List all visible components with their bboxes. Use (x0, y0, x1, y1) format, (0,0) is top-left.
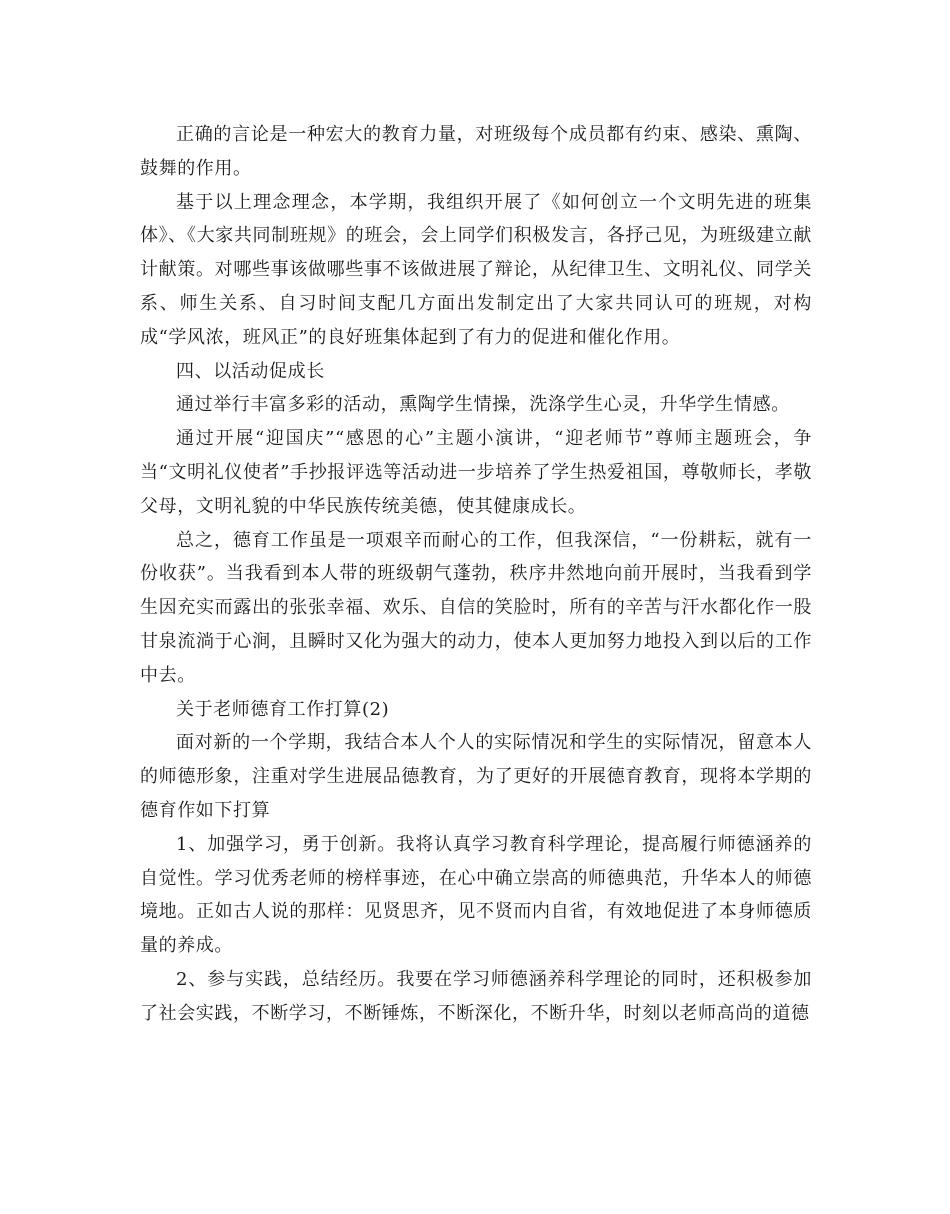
document-page (140, 118, 812, 1031)
paragraph-activities-details: 通过开展“迎国庆”“感恩的心”主题小演讲，“迎老师节”尊师主题班会，争当“文明礼仪使者”手抄报评选等活动进一步培养了学生热爱祖国，尊敬师长，孝敬父母，文明礼貌的中华民族传统美德，使其健康成长。 (140, 428, 812, 517)
section-heading-activities: 四、以活动促成长 (176, 360, 325, 382)
paragraph-plan-item-1: 1、加强学习，勇于创新。我将认真学习教育科学理论，提高履行师德涵养的自觉性。学习优秀老师的榜样事迹，在心中确立崇高的师德典范，升华本人的师德境地。正如古人说的那样：见贤思齐，见不贤而内自省，有效地促进了本身师德质量的养成。 (140, 833, 812, 957)
paragraph-plan-item-2: 2、参与实践，总结经历。我要在学习师德涵养科学理论的同时，还积极参加了社会实践，不断学习，不断锤炼，不断深化，不断升华，时刻以老师高尚的道德 (140, 968, 812, 1024)
paragraph-opinion-power: 正确的言论是一种宏大的教育力量，对班级每个成员都有约束、感染、熏陶、鼓舞的作用。 (140, 124, 812, 179)
section-heading-plan-2: 关于老师德育工作打算(2) (176, 698, 390, 720)
paragraph-activities-intro: 通过举行丰富多彩的活动，熏陶学生情操，洗涤学生心灵，升华学生情感。 (176, 394, 790, 416)
paragraph-conclusion: 总之，德育工作虽是一项艰辛而耐心的工作，但我深信，“一份耕耘，就有一份收获”。当我看到本人带的班级朝气蓬勃，秩序井然地向前开展时，当我看到学生因充实而露出的张张幸福、欢乐、自信的笑脸时，所有的辛苦与汗水都化作一股甘泉流淌于心涧，且瞬时又化为强大的动力，使本人更加努力地投入到以后的工作中去。 (140, 529, 812, 686)
paragraph-class-rules: 基于以上理念理念，本学期，我组织开展了《如何创立一个文明先进的班集体》、《大家共同制班规》的班会，会上同学们积极发言，各抒己见，为班级建立献计献策。对哪些事该做哪些事不该做进展了辩论，从纪律卫生、文明礼仪、同学关系、师生关系、自习时间支配几方面出发制定出了大家共同认可的班规，对构成“学风浓，班风正”的良好班集体起到了有力的促进和催化作用。 (140, 191, 812, 348)
paragraph-plan-intro: 面对新的一个学期，我结合本人个人的实际情况和学生的实际情况，留意本人的师德形象，注重对学生进展品德教育，为了更好的开展德育教育，现将本学期的德育作如下打算 (140, 732, 812, 821)
